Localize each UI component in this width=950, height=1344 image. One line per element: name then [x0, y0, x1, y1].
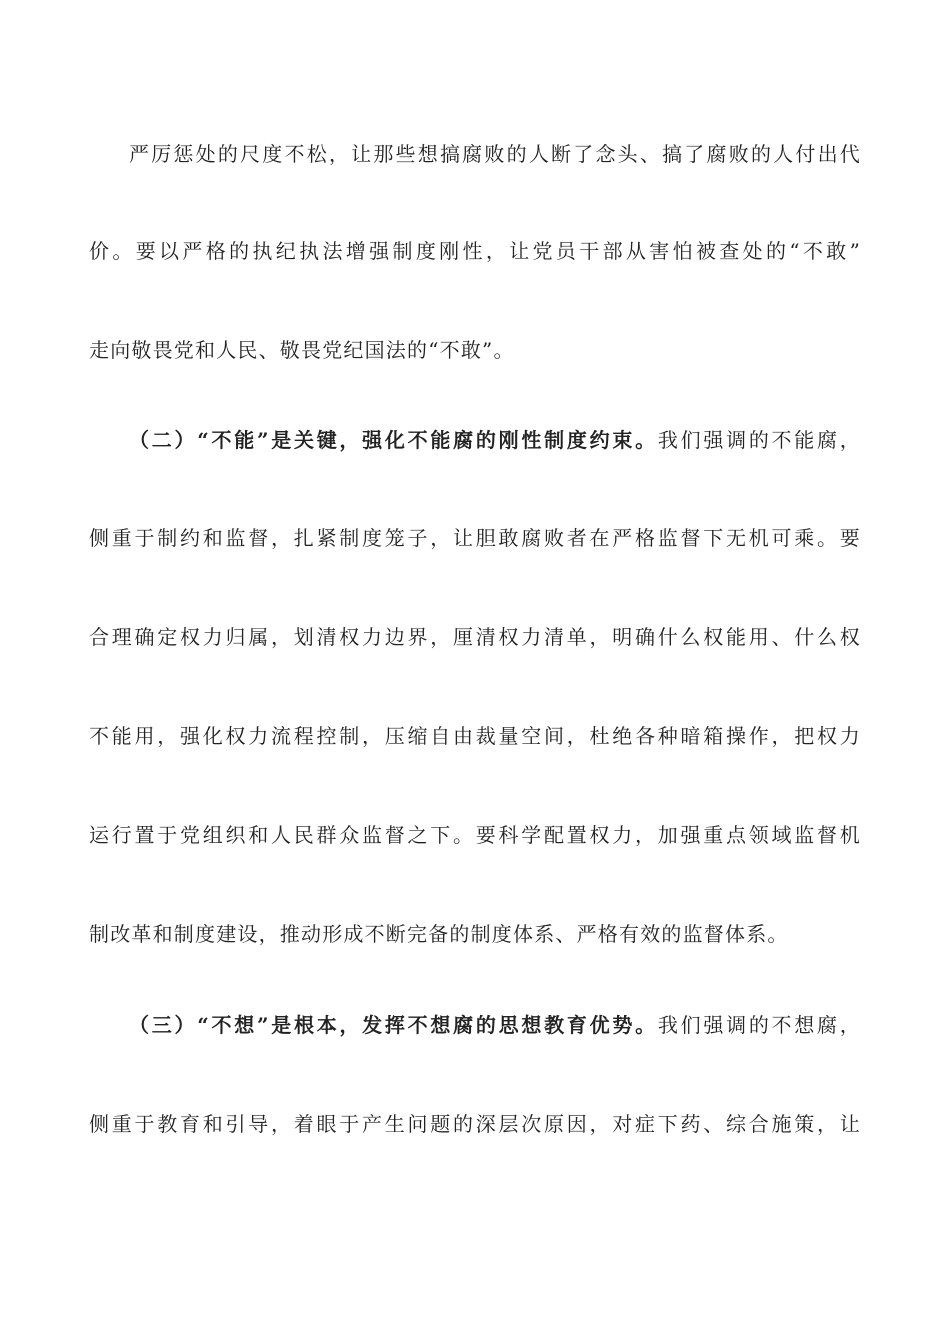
paragraph-line: 侧重于教育和引导，着眼于产生问题的深层次原因，对症下药、综合施策，让: [89, 1112, 861, 1136]
section-heading-line: [89, 426, 861, 454]
paragraph-line: 侧重于制约和监督，扎紧制度笼子，让胆敢腐败者在严格监督下无机可乘。要: [89, 526, 861, 550]
paragraph-line: 价。要以严格的执纪执法增强制度刚性，让党员干部从害怕被查处的“不敢”: [89, 239, 861, 263]
section-heading: （二）“不能”是关键，强化不能腐的刚性制度约束。: [129, 428, 658, 452]
paragraph-line: 运行置于党组织和人民群众监督之下。要科学配置权力，加强重点领域监督机: [89, 823, 861, 847]
section-text: 我们强调的不想腐，: [657, 1013, 861, 1037]
paragraph-line: 走向敬畏党和人民、敬畏党纪国法的“不敢”。: [89, 338, 515, 362]
paragraph-line: 严厉惩处的尺度不松，让那些想搞腐败的人断了念头、搞了腐败的人付出代: [129, 142, 861, 166]
section-text: 我们强调的不能腐，: [657, 428, 861, 452]
paragraph-line: 制改革和制度建设，推动形成不断完备的制度体系、严格有效的监督体系。: [89, 922, 789, 946]
section-heading: （三）“不想”是根本，发挥不想腐的思想教育优势。: [129, 1013, 658, 1037]
paragraph-line: 不能用，强化权力流程控制，压缩自由裁量空间，杜绝各种暗箱操作，把权力: [89, 724, 861, 748]
section-heading-line: [89, 1011, 861, 1039]
paragraph-line: 合理确定权力归属，划清权力边界，厘清权力清单，明确什么权能用、什么权: [89, 625, 861, 649]
